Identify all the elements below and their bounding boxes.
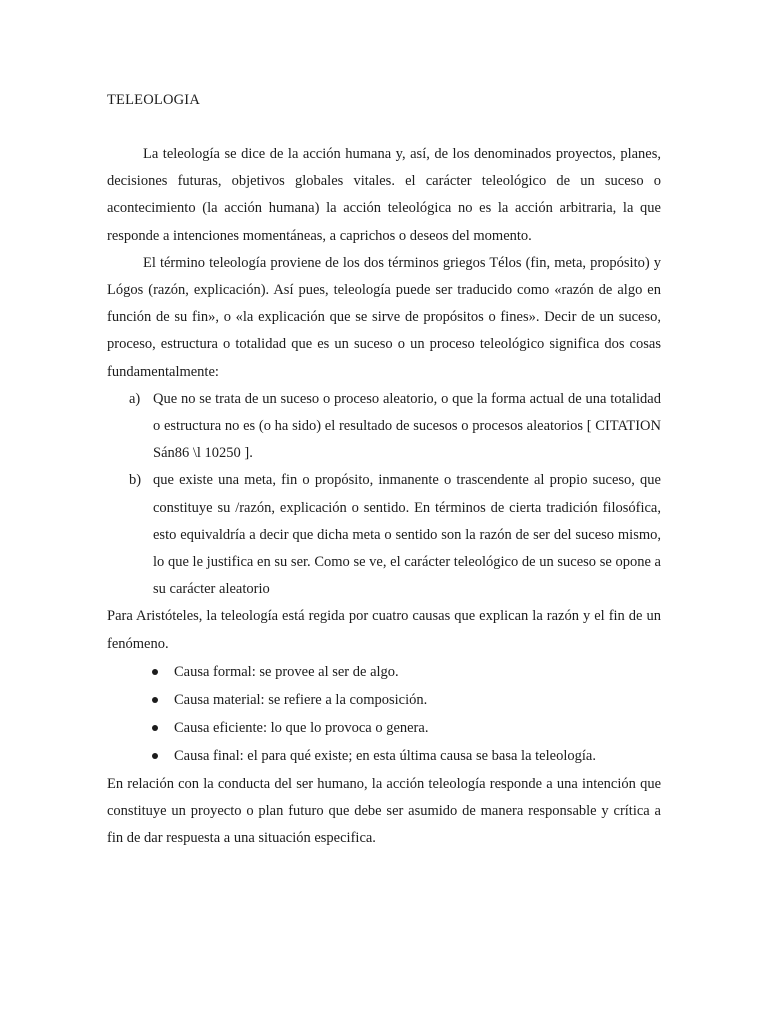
bullet-icon: [152, 697, 158, 703]
paragraph-conclusion: En relación con la conducta del ser humano, la acción teleología responde a una intención que constituye un proyecto o plan futuro que debe ser asumido de manera responsable y crítica a fin de dar respuesta a una situación especifica.: [107, 775, 661, 847]
lettered-list: [107, 386, 661, 604]
bullet-icon: [152, 669, 158, 675]
list-item-text: Causa formal: se provee al ser de algo.: [174, 663, 399, 680]
list-item: [107, 658, 661, 686]
list-item: [107, 714, 661, 742]
list-marker: a): [129, 390, 141, 407]
bullet-icon: [152, 753, 158, 759]
list-item: [107, 386, 661, 468]
document-title: TELEOLOGIA: [107, 92, 201, 108]
list-item: [107, 742, 661, 770]
list-item: [107, 686, 661, 714]
document-body: [107, 141, 661, 852]
list-item-text: Que no se trata de un suceso o proceso aleatorio, o que la forma actual de una totalidad o estructura no es (o ha sido) el resultado de sucesos o procesos aleatorios [ CITATION Sán86 \l 10250 ].: [153, 390, 661, 462]
bullet-icon: [152, 725, 158, 731]
list-marker: b): [129, 472, 142, 489]
paragraph-etymology: El término teleología proviene de los dos términos griegos Télos (fin, meta, propósito) y Lógos (razón, explicación). Así pues, teleología puede ser traducido como «razón de algo en función de su fin», o «la explicación que se sirve de propósitos o fines». Decir de un suceso, proceso, estructura o totalidad que es un suceso o un proceso teleológico significa dos cosas fundamentalmente:: [107, 254, 661, 380]
paragraph-intro: La teleología se dice de la acción humana y, así, de los denominados proyectos, planes, decisiones futuras, objetivos globales vitales. el carácter teleológico de un suceso o acontecimiento (la acción humana) la acción teleológica no es la acción arbitraria, la que responde a intenciones momentáneas, a caprichos o deseos del momento.: [107, 146, 661, 244]
list-item-text: que existe una meta, fin o propósito, inmanente o trascendente al propio suceso, que constituye su /razón, explicación o sentido. En términos de cierta tradición filosófica, esto equivaldría a decir que dicha meta o sentido son la razón de ser del suceso mismo, lo que le justifica en su ser. Como se ve, el carácter teleológico de un suceso se opone a su carácter aleatorio: [153, 472, 661, 598]
list-item-text: Causa material: se refiere a la composición.: [174, 692, 428, 709]
list-item-text: Causa eficiente: lo que lo provoca o genera.: [174, 720, 429, 737]
paragraph-aristotle: Para Aristóteles, la teleología está regida por cuatro causas que explican la razón y el fin de un fenómeno.: [107, 608, 661, 652]
list-item-text: Causa final: el para qué existe; en esta última causa se basa la teleología.: [174, 748, 596, 765]
list-item: [107, 467, 661, 603]
causes-list: [107, 658, 661, 771]
